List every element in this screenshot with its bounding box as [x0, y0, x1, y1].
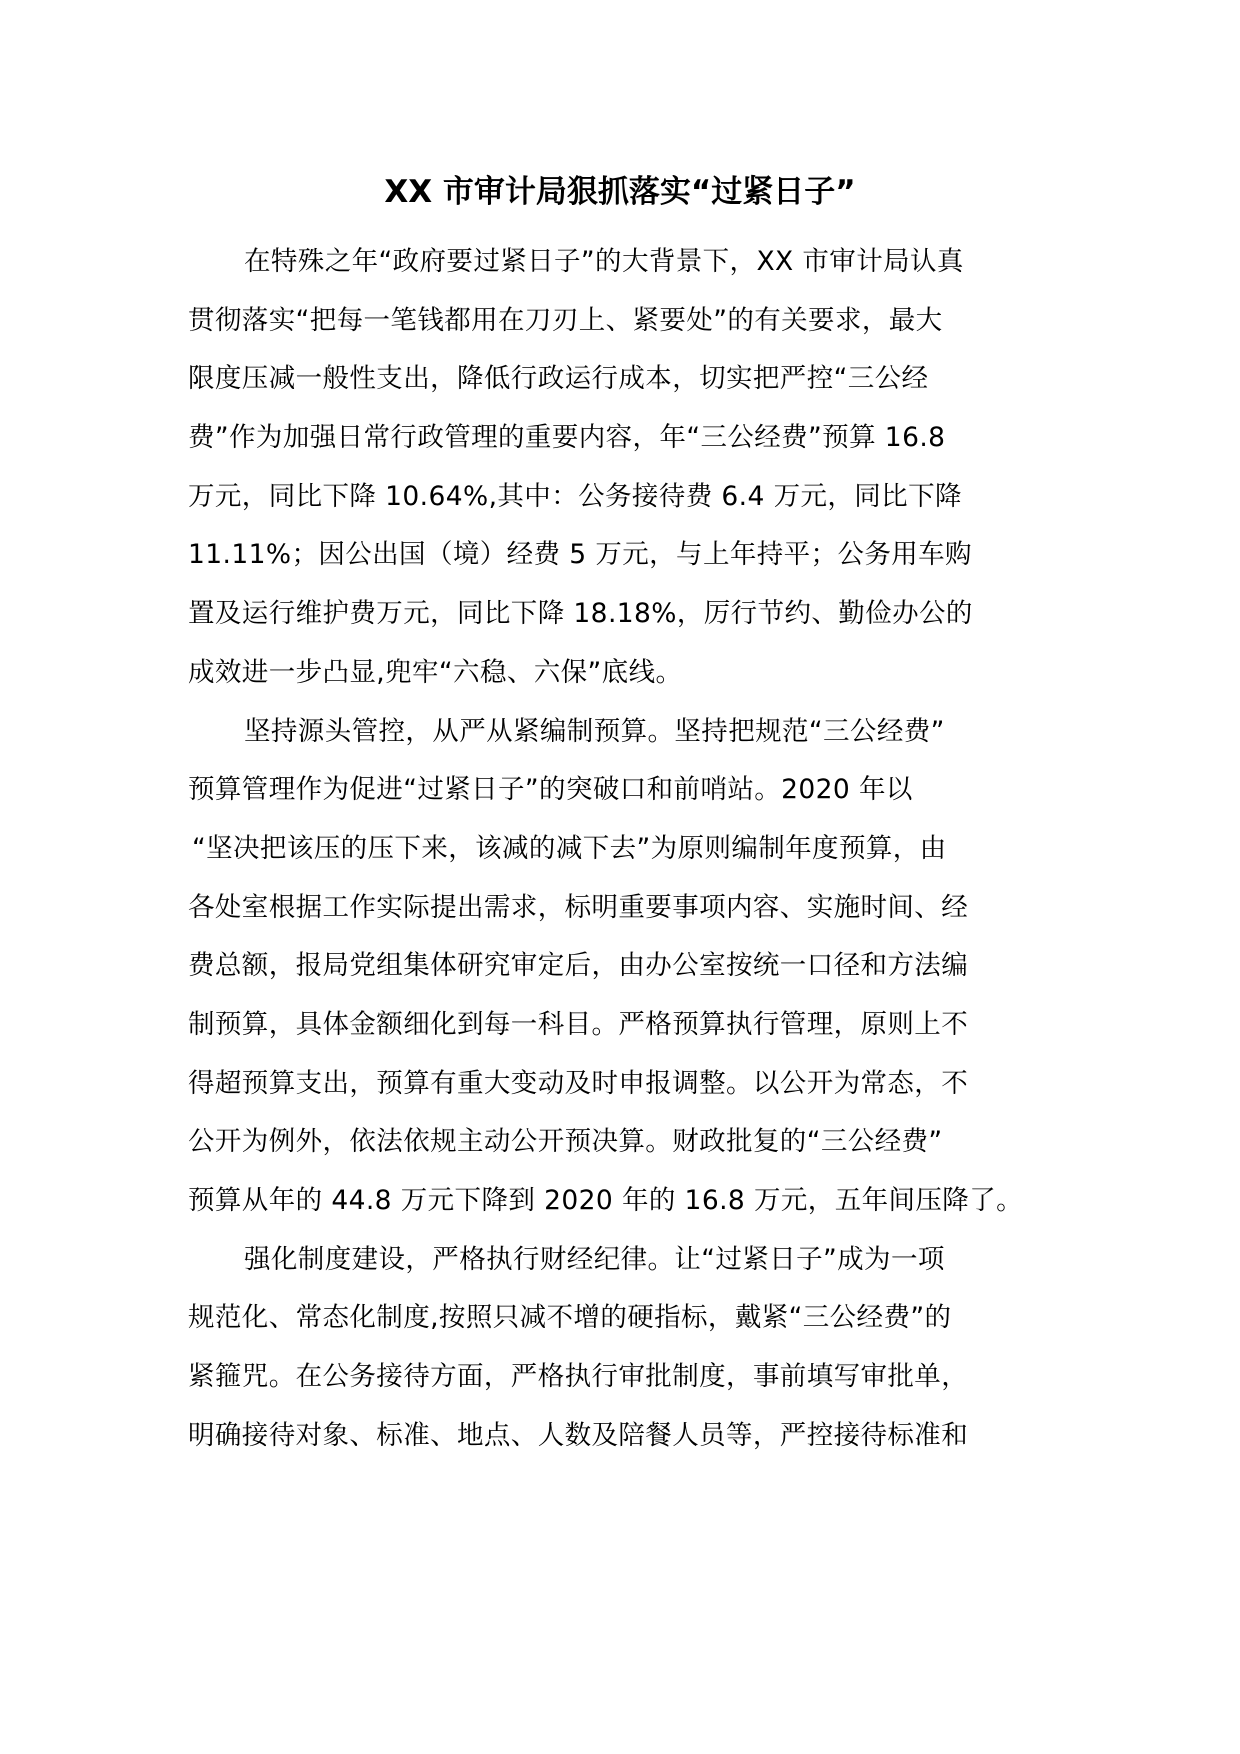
paragraph-1-line-3: 限度压减一般性支出，降低行政运行成本，切实把严控“三公经: [188, 363, 929, 395]
paragraph-2-line-2: 预算管理作为促进“过紧日子”的突破口和前哨站。2020 年以: [188, 774, 913, 806]
paragraph-2-line-3: “坚决把该压的压下来，该减的减下去”为原则编制年度预算，由: [192, 832, 947, 864]
paragraph-1-line-5: 万元，同比下降 10.64%,其中：公务接待费 6.4 万元，同比下降: [188, 480, 962, 512]
paragraph-1-line-2: 贯彻落实“把每一笔钱都用在刀刃上、紧要处”的有关要求，最大: [188, 304, 943, 336]
paragraph-3-line-3: 紧箍咒。在公务接待方面，严格执行审批制度，事前填写审批单，: [188, 1361, 969, 1393]
paragraph-1-line-1: 在特殊之年“政府要过紧日子”的大背景下，XX 市审计局认真: [244, 246, 964, 277]
document-body: [188, 242, 1068, 1474]
paragraph-2-line-1: 坚持源头管控，从严从紧编制预算。坚持把规范“三公经费”: [244, 715, 945, 747]
paragraph-1-line-8: 成效进一步凸显,兜牢“六稳、六保”底线。: [188, 656, 683, 688]
paragraph-3-line-4: 明确接待对象、标准、地点、人数及陪餐人员等，严控接待标准和: [188, 1419, 969, 1451]
paragraph-2-line-8: 公开为例外，依法依规主动公开预决算。财政批复的“三公经费”: [188, 1126, 943, 1158]
paragraph-2-line-4: 各处室根据工作实际提出需求，标明重要事项内容、实施时间、经: [188, 891, 969, 923]
paragraph-2-line-7: 得超预算支出，预算有重大变动及时申报调整。以公开为常态，不: [188, 1067, 969, 1099]
paragraph-2-line-9: 预算从年的 44.8 万元下降到 2020 年的 16.8 万元，五年间压降了。: [188, 1185, 1023, 1216]
paragraph-3-line-1: 强化制度建设，严格执行财经纪律。让“过紧日子”成为一项: [244, 1243, 945, 1275]
paragraph-2-line-5: 费总额，报局党组集体研究审定后，由办公室按统一口径和方法编: [188, 950, 969, 982]
paragraph-1-line-4: 费”作为加强日常行政管理的重要内容，年“三公经费”预算 16.8: [188, 422, 946, 454]
paragraph-3-line-2: 规范化、常态化制度,按照只减不增的硬指标，戴紧“三公经费”的: [188, 1302, 952, 1334]
paragraph-2-line-6: 制预算，具体金额细化到每一科目。严格预算执行管理，原则上不: [188, 1008, 969, 1040]
document-title: XX 市审计局狠抓落实“过紧日子”: [384, 174, 856, 210]
paragraph-1-line-6: 11.11%；因公出国（境）经费 5 万元，与上年持平；公务用车购: [188, 539, 972, 571]
paragraph-1-line-7: 置及运行维护费万元，同比下降 18.18%，厉行节约、勤俭办公的: [188, 598, 973, 630]
